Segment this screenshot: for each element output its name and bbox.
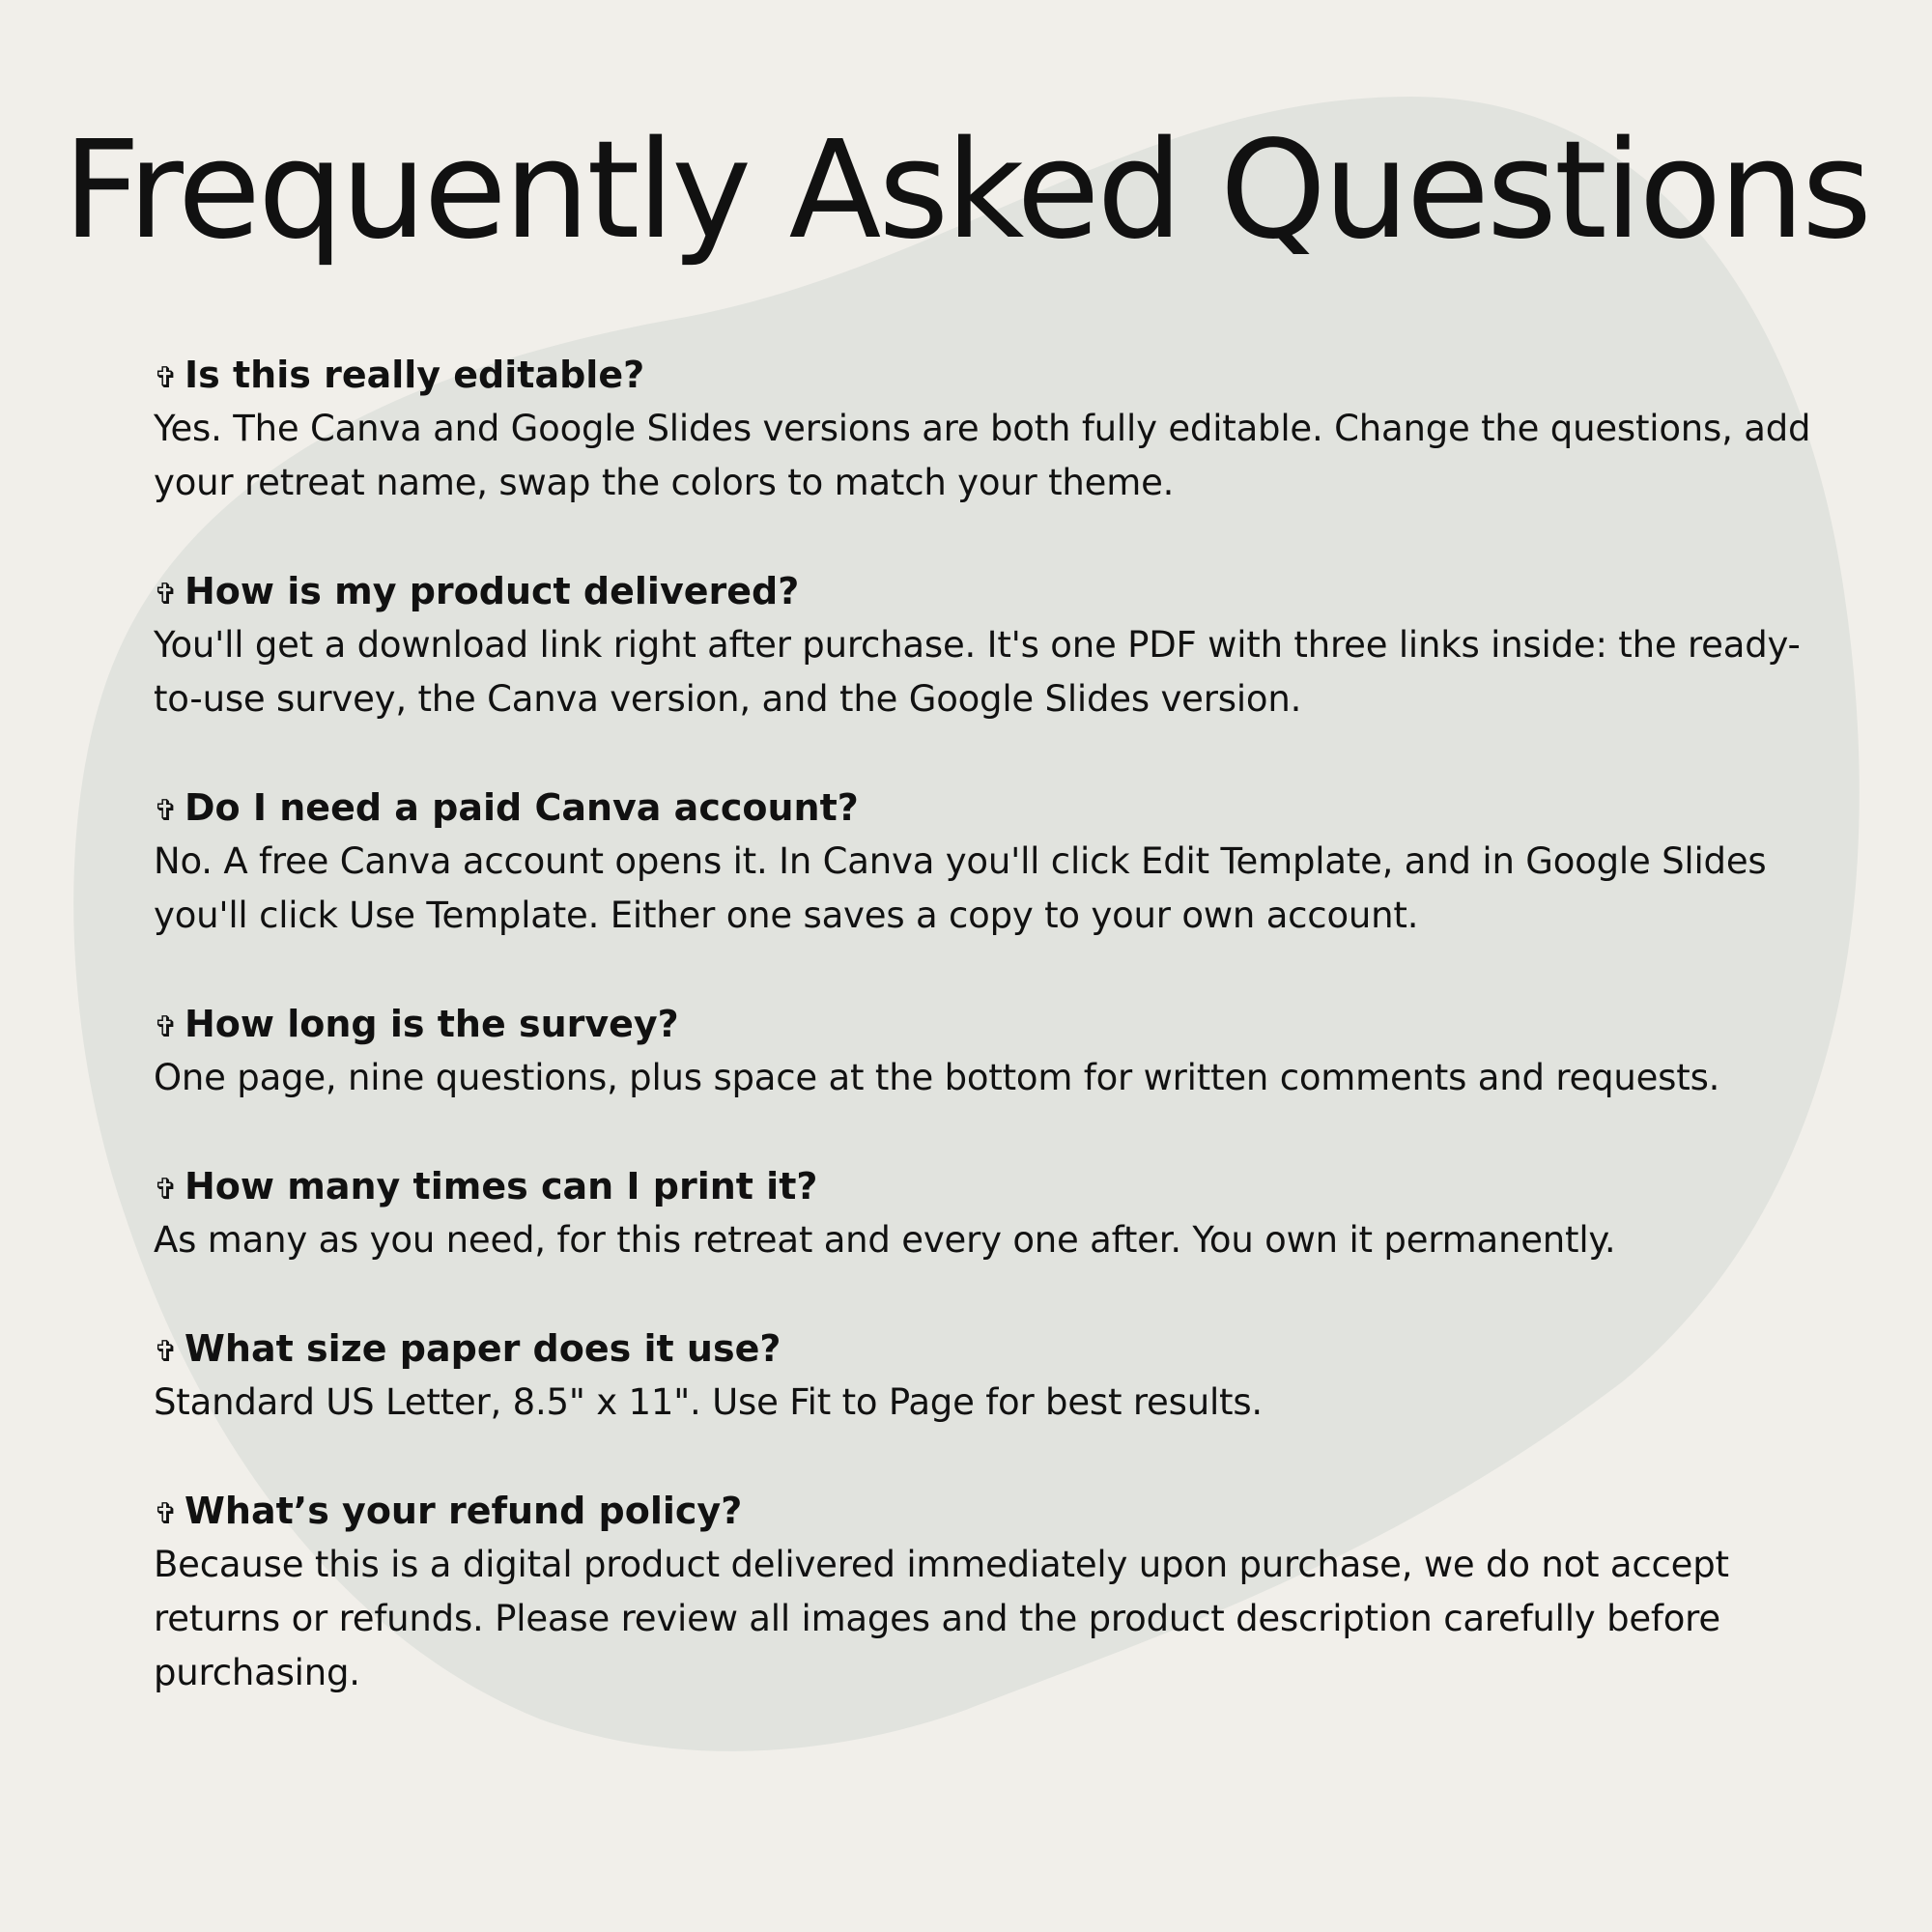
faq-question-text: How long is the survey? <box>185 1003 679 1045</box>
faq-question <box>154 1484 1815 1538</box>
cross-icon: ✞ <box>154 794 179 828</box>
faq-question-text: How is my product delivered? <box>185 570 800 612</box>
faq-item <box>154 1321 1815 1430</box>
faq-question <box>154 348 1815 402</box>
faq-item <box>154 1159 1815 1267</box>
faq-item <box>154 997 1815 1105</box>
cross-icon: ✞ <box>154 1335 179 1369</box>
cross-icon: ✞ <box>154 1497 179 1531</box>
faq-question-text: How many times can I print it? <box>185 1165 818 1208</box>
faq-item <box>154 348 1815 510</box>
cross-icon: ✞ <box>154 1010 179 1044</box>
faq-question-text: What’s your refund policy? <box>185 1490 743 1532</box>
faq-list <box>154 348 1815 1754</box>
faq-question-text: Is this really editable? <box>185 354 645 396</box>
faq-answer: Standard US Letter, 8.5" x 11". Use Fit to Page for best results. <box>154 1381 1263 1423</box>
faq-answer: You'll get a download link right after purchase. It's one PDF with three links inside: the ready-to-use survey, the Canva version, and the Google Slides version. <box>154 624 1801 720</box>
faq-answer: As many as you need, for this retreat and every one after. You own it permanently. <box>154 1219 1616 1261</box>
faq-question <box>154 1321 1815 1376</box>
faq-question-text: What size paper does it use? <box>185 1327 781 1370</box>
cross-icon: ✞ <box>154 1173 179 1207</box>
faq-answer: No. A free Canva account opens it. In Canva you'll click Edit Template, and in Google Slides you'll click Use Template. Either one saves a copy to your own account. <box>154 840 1767 936</box>
faq-question-text: Do I need a paid Canva account? <box>185 786 859 829</box>
faq-question <box>154 997 1815 1051</box>
page-title: Frequently Asked Questions <box>63 112 1869 270</box>
faq-item <box>154 781 1815 943</box>
faq-answer: Because this is a digital product delivered immediately upon purchase, we do not accept returns or refunds. Please review all images and the product description carefully before purchasing. <box>154 1544 1729 1693</box>
faq-answer: One page, nine questions, plus space at the bottom for written comments and requests. <box>154 1057 1720 1098</box>
faq-item <box>154 1484 1815 1700</box>
faq-question <box>154 781 1815 835</box>
cross-icon: ✞ <box>154 578 179 611</box>
faq-answer: Yes. The Canva and Google Slides versions are both fully editable. Change the questions, add your retreat name, swap the colors to match your theme. <box>154 408 1811 503</box>
cross-icon: ✞ <box>154 361 179 395</box>
faq-item <box>154 564 1815 726</box>
faq-question <box>154 1159 1815 1213</box>
faq-question <box>154 564 1815 618</box>
